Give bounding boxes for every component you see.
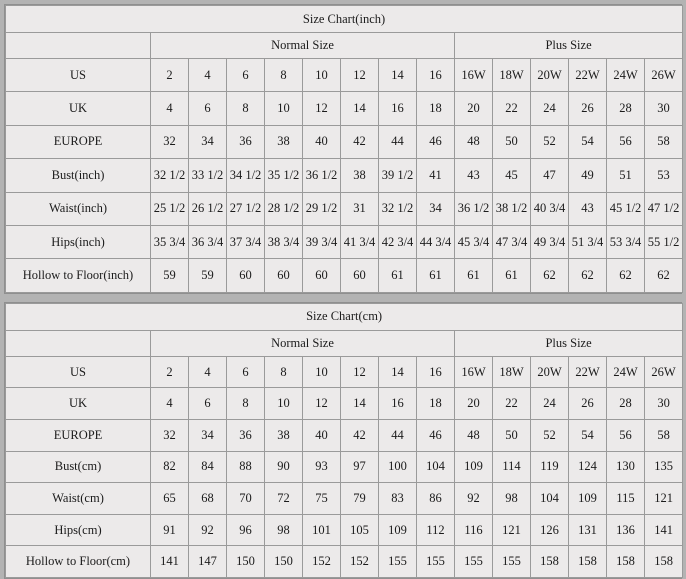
table-cell: 91 [151, 514, 189, 546]
table-cell: 124 [569, 451, 607, 483]
row-label: Waist(inch) [6, 192, 151, 225]
table-cell: 59 [189, 259, 227, 292]
table-cell: 130 [607, 451, 645, 483]
table-cell: 24W [607, 356, 645, 388]
row-label: EUROPE [6, 419, 151, 451]
row-label: US [6, 356, 151, 388]
table-cell: 28 1/2 [265, 192, 303, 225]
table-cell: 59 [151, 259, 189, 292]
table-cell: 12 [303, 92, 341, 125]
group-header-blank [6, 330, 151, 356]
table-cell: 28 [607, 388, 645, 420]
table-cell: 16 [417, 356, 455, 388]
table-row [6, 259, 683, 292]
table-cell: 8 [227, 92, 265, 125]
table-row [6, 388, 683, 420]
table-cell: 54 [569, 125, 607, 158]
table-cell: 60 [303, 259, 341, 292]
table-cell: 8 [265, 356, 303, 388]
table-cell: 6 [189, 92, 227, 125]
table-cell: 42 [341, 419, 379, 451]
table-row [6, 92, 683, 125]
table-cell: 36 [227, 125, 265, 158]
table-cell: 14 [341, 92, 379, 125]
table-cell: 158 [607, 546, 645, 578]
table-cell: 39 3/4 [303, 225, 341, 258]
table-cell: 49 [569, 159, 607, 192]
table-cell: 112 [417, 514, 455, 546]
table-cell: 152 [303, 546, 341, 578]
table-cell: 61 [455, 259, 493, 292]
table-cell: 2 [151, 356, 189, 388]
table-cell: 46 [417, 419, 455, 451]
table-cell: 48 [455, 419, 493, 451]
table-cell: 92 [189, 514, 227, 546]
table-cell: 109 [569, 483, 607, 515]
table-cell: 12 [341, 356, 379, 388]
row-label: UK [6, 92, 151, 125]
table-cell: 50 [493, 125, 531, 158]
table-cell: 22W [569, 59, 607, 92]
chart-title: Size Chart(inch) [6, 6, 683, 33]
table-cell: 32 [151, 419, 189, 451]
table-cell: 16 [379, 92, 417, 125]
table-cell: 34 [189, 419, 227, 451]
table-cell: 115 [607, 483, 645, 515]
table-cell: 92 [455, 483, 493, 515]
table-cell: 86 [417, 483, 455, 515]
table-cell: 26 [569, 388, 607, 420]
table-cell: 70 [227, 483, 265, 515]
table-cell: 60 [265, 259, 303, 292]
table-cell: 40 3/4 [531, 192, 569, 225]
table-cell: 72 [265, 483, 303, 515]
table-cell: 56 [607, 419, 645, 451]
table-cell: 38 [265, 419, 303, 451]
table-cell: 45 1/2 [607, 192, 645, 225]
table-cell: 121 [645, 483, 683, 515]
table-cell: 155 [455, 546, 493, 578]
table-cell: 62 [531, 259, 569, 292]
table-cell: 33 1/2 [189, 159, 227, 192]
group-header: Normal Size [151, 330, 455, 356]
table-cell: 32 1/2 [151, 159, 189, 192]
table-cell: 50 [493, 419, 531, 451]
table-cell: 82 [151, 451, 189, 483]
table-cell: 40 [303, 419, 341, 451]
table-cell: 51 3/4 [569, 225, 607, 258]
table-cell: 18 [417, 92, 455, 125]
row-label: Hollow to Floor(cm) [6, 546, 151, 578]
table-cell: 135 [645, 451, 683, 483]
row-label: Hips(cm) [6, 514, 151, 546]
table-cell: 53 3/4 [607, 225, 645, 258]
table-cell: 34 [189, 125, 227, 158]
row-label: Waist(cm) [6, 483, 151, 515]
table-cell: 155 [493, 546, 531, 578]
table-cell: 116 [455, 514, 493, 546]
table-cell: 8 [265, 59, 303, 92]
table-cell: 98 [265, 514, 303, 546]
chart-group-row [6, 33, 683, 59]
table-cell: 104 [417, 451, 455, 483]
table-cell: 41 [417, 159, 455, 192]
table-cell: 96 [227, 514, 265, 546]
table-cell: 2 [151, 59, 189, 92]
table-cell: 20 [455, 92, 493, 125]
size-chart-cm [4, 302, 682, 579]
table-row [6, 59, 683, 92]
table-cell: 38 3/4 [265, 225, 303, 258]
table-row [6, 159, 683, 192]
table-cell: 58 [645, 125, 683, 158]
table-cell: 101 [303, 514, 341, 546]
chart-body-inch [6, 6, 683, 293]
table-cell: 147 [189, 546, 227, 578]
table-cell: 32 1/2 [379, 192, 417, 225]
table-cell: 34 [417, 192, 455, 225]
chart-title-row [6, 303, 683, 330]
row-label: EUROPE [6, 125, 151, 158]
table-row [6, 546, 683, 578]
table-cell: 65 [151, 483, 189, 515]
table-cell: 88 [227, 451, 265, 483]
table-row [6, 514, 683, 546]
table-cell: 12 [303, 388, 341, 420]
row-label: Bust(cm) [6, 451, 151, 483]
table-cell: 41 3/4 [341, 225, 379, 258]
table-cell: 52 [531, 125, 569, 158]
table-cell: 26W [645, 59, 683, 92]
table-cell: 136 [607, 514, 645, 546]
table-cell: 158 [531, 546, 569, 578]
table-cell: 37 3/4 [227, 225, 265, 258]
table-cell: 98 [493, 483, 531, 515]
table-cell: 49 3/4 [531, 225, 569, 258]
table-cell: 83 [379, 483, 417, 515]
table-cell: 4 [151, 388, 189, 420]
table-cell: 20W [531, 59, 569, 92]
table-row [6, 192, 683, 225]
table-cell: 14 [379, 356, 417, 388]
table-cell: 40 [303, 125, 341, 158]
table-cell: 43 [455, 159, 493, 192]
table-cell: 10 [303, 59, 341, 92]
table-cell: 24W [607, 59, 645, 92]
table-cell: 20W [531, 356, 569, 388]
table-cell: 54 [569, 419, 607, 451]
table-cell: 14 [379, 59, 417, 92]
table-cell: 35 3/4 [151, 225, 189, 258]
table-cell: 20 [455, 388, 493, 420]
table-cell: 109 [455, 451, 493, 483]
table-cell: 141 [645, 514, 683, 546]
table-cell: 6 [227, 356, 265, 388]
table-cell: 26 1/2 [189, 192, 227, 225]
table-row [6, 419, 683, 451]
table-cell: 36 [227, 419, 265, 451]
table-cell: 38 [341, 159, 379, 192]
table-cell: 18 [417, 388, 455, 420]
table-cell: 68 [189, 483, 227, 515]
table-cell: 62 [569, 259, 607, 292]
table-cell: 119 [531, 451, 569, 483]
table-cell: 141 [151, 546, 189, 578]
table-cell: 109 [379, 514, 417, 546]
table-cell: 158 [569, 546, 607, 578]
table-cell: 104 [531, 483, 569, 515]
row-label: US [6, 59, 151, 92]
group-header: Plus Size [455, 330, 683, 356]
table-cell: 75 [303, 483, 341, 515]
table-cell: 26W [645, 356, 683, 388]
row-label: Hips(inch) [6, 225, 151, 258]
table-cell: 62 [645, 259, 683, 292]
table-cell: 8 [227, 388, 265, 420]
row-label: UK [6, 388, 151, 420]
table-cell: 43 [569, 192, 607, 225]
table-cell: 150 [265, 546, 303, 578]
table-cell: 6 [189, 388, 227, 420]
table-cell: 18W [493, 356, 531, 388]
table-cell: 22 [493, 92, 531, 125]
chart-group-row [6, 330, 683, 356]
table-cell: 35 1/2 [265, 159, 303, 192]
table-cell: 93 [303, 451, 341, 483]
table-cell: 60 [227, 259, 265, 292]
table-cell: 38 [265, 125, 303, 158]
table-cell: 100 [379, 451, 417, 483]
table-cell: 56 [607, 125, 645, 158]
table-cell: 38 1/2 [493, 192, 531, 225]
table-cell: 47 1/2 [645, 192, 683, 225]
chart-title-row [6, 6, 683, 33]
table-cell: 26 [569, 92, 607, 125]
size-chart-inch-table [5, 5, 683, 293]
table-cell: 60 [341, 259, 379, 292]
table-cell: 61 [379, 259, 417, 292]
table-cell: 47 [531, 159, 569, 192]
table-cell: 84 [189, 451, 227, 483]
table-cell: 39 1/2 [379, 159, 417, 192]
table-cell: 27 1/2 [227, 192, 265, 225]
table-cell: 55 1/2 [645, 225, 683, 258]
table-cell: 42 3/4 [379, 225, 417, 258]
table-cell: 6 [227, 59, 265, 92]
table-cell: 52 [531, 419, 569, 451]
table-cell: 97 [341, 451, 379, 483]
group-header: Plus Size [455, 33, 683, 59]
table-cell: 61 [417, 259, 455, 292]
table-cell: 45 3/4 [455, 225, 493, 258]
table-cell: 30 [645, 388, 683, 420]
table-cell: 90 [265, 451, 303, 483]
table-cell: 22 [493, 388, 531, 420]
table-cell: 29 1/2 [303, 192, 341, 225]
table-cell: 4 [189, 356, 227, 388]
table-cell: 10 [265, 92, 303, 125]
table-cell: 24 [531, 388, 569, 420]
table-cell: 16W [455, 356, 493, 388]
table-row [6, 125, 683, 158]
table-cell: 16 [379, 388, 417, 420]
table-cell: 155 [379, 546, 417, 578]
table-cell: 131 [569, 514, 607, 546]
table-cell: 152 [341, 546, 379, 578]
table-cell: 47 3/4 [493, 225, 531, 258]
table-cell: 31 [341, 192, 379, 225]
table-row [6, 451, 683, 483]
table-cell: 48 [455, 125, 493, 158]
group-header: Normal Size [151, 33, 455, 59]
table-cell: 158 [645, 546, 683, 578]
table-cell: 36 1/2 [303, 159, 341, 192]
table-cell: 30 [645, 92, 683, 125]
chart-title: Size Chart(cm) [6, 303, 683, 330]
table-cell: 34 1/2 [227, 159, 265, 192]
table-cell: 53 [645, 159, 683, 192]
table-cell: 126 [531, 514, 569, 546]
table-cell: 61 [493, 259, 531, 292]
row-label: Bust(inch) [6, 159, 151, 192]
table-cell: 155 [417, 546, 455, 578]
table-cell: 4 [189, 59, 227, 92]
table-cell: 18W [493, 59, 531, 92]
table-cell: 44 3/4 [417, 225, 455, 258]
table-cell: 42 [341, 125, 379, 158]
table-cell: 44 [379, 419, 417, 451]
table-cell: 22W [569, 356, 607, 388]
table-cell: 79 [341, 483, 379, 515]
table-cell: 14 [341, 388, 379, 420]
table-cell: 16 [417, 59, 455, 92]
row-label: Hollow to Floor(inch) [6, 259, 151, 292]
table-row [6, 225, 683, 258]
table-cell: 114 [493, 451, 531, 483]
size-chart-inch [4, 4, 682, 294]
table-cell: 62 [607, 259, 645, 292]
table-cell: 105 [341, 514, 379, 546]
table-cell: 36 3/4 [189, 225, 227, 258]
table-cell: 4 [151, 92, 189, 125]
table-row [6, 483, 683, 515]
group-header-blank [6, 33, 151, 59]
table-cell: 10 [265, 388, 303, 420]
size-chart-cm-table [5, 303, 683, 578]
table-cell: 10 [303, 356, 341, 388]
table-cell: 36 1/2 [455, 192, 493, 225]
table-row [6, 356, 683, 388]
table-cell: 24 [531, 92, 569, 125]
table-cell: 28 [607, 92, 645, 125]
table-cell: 121 [493, 514, 531, 546]
table-cell: 51 [607, 159, 645, 192]
table-cell: 45 [493, 159, 531, 192]
table-cell: 25 1/2 [151, 192, 189, 225]
table-cell: 16W [455, 59, 493, 92]
table-cell: 12 [341, 59, 379, 92]
table-cell: 44 [379, 125, 417, 158]
table-cell: 32 [151, 125, 189, 158]
table-cell: 150 [227, 546, 265, 578]
chart-body-cm [6, 303, 683, 577]
table-cell: 46 [417, 125, 455, 158]
table-cell: 58 [645, 419, 683, 451]
